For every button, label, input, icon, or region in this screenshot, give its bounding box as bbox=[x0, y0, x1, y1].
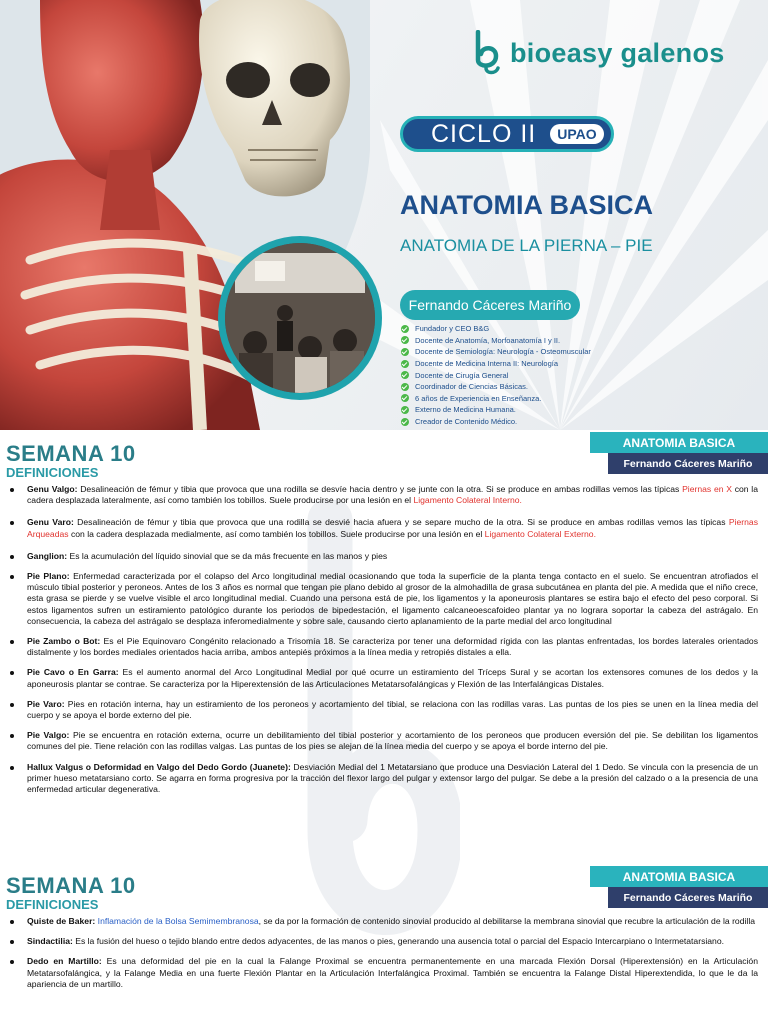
cover-subtitle: ANATOMIA DE LA PIERNA – PIE bbox=[400, 236, 653, 255]
definition-text: con la cadera desplazada medialmente, así como también los tobillos. Suele producirse por una lesión en el bbox=[68, 528, 485, 539]
definitions-list bbox=[0, 484, 768, 795]
course-tag: ANATOMIA BASICA bbox=[590, 432, 768, 453]
check-icon bbox=[401, 348, 409, 356]
upao-badge: UPAO bbox=[550, 124, 603, 144]
author-credentials bbox=[401, 323, 591, 427]
definitions-heading: DEFINICIONES bbox=[6, 897, 99, 912]
bioeasy-logo-text: bioeasy galenos bbox=[510, 37, 725, 68]
definition-text: Es la acumulación del líquido sinovial que se da más frecuente en las manos y pies bbox=[67, 550, 388, 561]
definition-text: Inflamación de la Bolsa Semimembranosa bbox=[95, 916, 259, 926]
course-tag: ANATOMIA BASICA bbox=[590, 866, 768, 887]
bioeasy-logo bbox=[472, 30, 725, 76]
definition-term: Genu Varo: bbox=[27, 517, 74, 528]
ciclo-badge bbox=[400, 116, 614, 152]
definition-item bbox=[0, 956, 768, 990]
credential-item: Docente de Semiología: Neurología - Osteomuscular bbox=[401, 346, 591, 358]
credential-item: Creador de Contenido Médico. bbox=[401, 416, 591, 428]
definition-item bbox=[0, 699, 768, 721]
definition-text: Desalineación de fémur y tibia que provoca que una rodilla se desvié hacia afuera y se separe mucho de la otra. Si se produce en ambas rodillas vemos las típicas bbox=[73, 517, 729, 528]
credential-item: Docente de Medicina Interna II: Neurología bbox=[401, 358, 591, 370]
definition-text: Es el Pie Equinovaro Congénito relacionado a Trisomía 18. Se caracteriza por tener una deformidad rígida con las plantas enfrentadas, los bordes laterales orientados distalmente y los bordes mediales orientados hacia arriba, ambos antepiés próximos a la línea media y retropiés distales a ella. bbox=[27, 636, 758, 658]
credential-item: Externo de Medicina Humana. bbox=[401, 404, 591, 416]
definitions-list bbox=[0, 916, 768, 990]
definition-text: , se da por la formación de contenido sinovial producido al debilitarse la membrana sinovial que recubre la articulación de la rodilla bbox=[258, 916, 756, 926]
definition-term: Hallux Valgus o Deformidad en Valgo del Dedo Gordo (Juanete): bbox=[27, 761, 291, 772]
definition-text: Es la fusión del hueso o tejido blando entre dedos adyacentes, de las manos o pies, generando una ausencia total o parcial del Espacio Intercarpiano o Intermetatarsiano. bbox=[72, 936, 725, 947]
definitions-heading: DEFINICIONES bbox=[6, 465, 99, 480]
definition-item bbox=[0, 916, 768, 927]
definition-text: Pie se encuentra en rotación externa, ocurre un debilitamiento del tibial posterior y acortamiento de los peroneos que producen eversión del pie. Se debilitan los ligamentos comunes del pie. Tiene relación con las rodillas valgas. Las puntas de los pies se alejan de la línea media del cuerpo y se apoya el borde interno del pie. bbox=[27, 730, 758, 752]
definition-term: Pie Zambo o Bot: bbox=[27, 636, 101, 647]
definition-text: con la cadera desplazada lateralmente, así como también los tobillos. Suele producirse por una lesión en el bbox=[27, 484, 758, 506]
definition-text: Pies en rotación interna, hay un estiramiento de los peroneos y acortamiento del tibial, se relaciona con las rodillas varas. Las puntas de los pies se unen en la línea media del cuerpo y se apoya el borde externo del pie. bbox=[27, 698, 758, 721]
credential-item: Docente de Anatomía, Morfoanatomía I y II. bbox=[401, 335, 591, 347]
definition-term: Pie Valgo: bbox=[27, 730, 70, 741]
definition-text: Enfermedad caracterizada por el colapso del Arco longitudinal medial ocasionando que toda la superficie de la planta tenga contacto en el suelo. Se encuentran atrofiados el músculo tibial posterior y peroneos. Antes de los 3 años es normal que tengan pie plano debido al grosor de la almohadilla de grasa subcutánea en planta del pie. A medida que el niño crece, esta grasa se pierde y se vuelve visible el arco longitudinal medial. Cuando una persona está de pie, los ligamentos y la aponeurosis plantares se estira bajo el efecto del peso corporal. Si estos ligamentos sufren un estiramiento patológico durante los periodos de bipedestación, el ligamento calcaneoescafoideo plantar ya no lograra soportar la cabeza del astrágalo. En consecuencia, la cabeza del astrágalo se desplaza inferomedialmente y sobre sale, causando cierto aplanamiento de la parte medial del arco longitudinal bbox=[27, 571, 758, 626]
definition-item bbox=[0, 762, 768, 796]
definition-item bbox=[0, 936, 768, 947]
definition-text: Piernas en X bbox=[682, 484, 732, 494]
author-tag: Fernando Cáceres Mariño bbox=[608, 887, 768, 908]
credential-item: Docente de Cirugía General bbox=[401, 369, 591, 381]
credential-item: Coordinador de Ciencias Básicas. bbox=[401, 381, 591, 393]
definition-item bbox=[0, 730, 768, 752]
check-icon bbox=[401, 325, 409, 333]
definition-text: Piernas Arqueadas bbox=[27, 517, 759, 539]
bioeasy-logo-icon bbox=[472, 30, 502, 76]
definition-item bbox=[0, 484, 768, 506]
definition-text: Ligamento Colateral Interno. bbox=[413, 495, 522, 506]
class-photo-frame bbox=[218, 236, 382, 400]
definition-item bbox=[0, 517, 768, 539]
author-tag: Fernando Cáceres Mariño bbox=[608, 453, 768, 474]
credential-item: 6 años de Experiencia en Enseñanza. bbox=[401, 393, 591, 405]
definition-text: Es el aumento anormal del Arco Longitudinal Medial por qué ocurre un estiramiento del Tríceps Sural y se acortan los extensores comunes de los dedos y la aponeurosis plantar se contrae. Se caracteriza por la Hiperextensión de las Articulaciones Metatarsofalángicas y Flexión de las Interfalángicas Distales. bbox=[27, 667, 758, 689]
week-heading: SEMANA 10 bbox=[6, 873, 136, 898]
definition-text: Desviación Medial del 1 Metatarsiano que produce una Desviación Lateral del 1 Dedo. Se vincula con la presencia de un primer hueso metatarsiano corto. Se agarra en forma progresiva por la tracción del flexor largo del pulgar y extensor largo del pulgar. Se debe a la presión del calzado o a la presencia de una enfermedad articular degenerativa. bbox=[27, 761, 758, 795]
definition-text: Ligamento Colateral Externo. bbox=[484, 528, 596, 539]
definition-term: Quiste de Baker: bbox=[27, 916, 96, 926]
definition-text: Desalineación de fémur y tibia que provoca que una rodilla se desvíe hacia dentro y se junte con la otra. Si se produce en ambas rodillas vemos las típicas bbox=[77, 484, 683, 494]
definition-term: Sindactilia: bbox=[27, 936, 73, 947]
definition-item bbox=[0, 667, 768, 689]
classroom-photo bbox=[225, 243, 375, 393]
definition-term: Pie Plano: bbox=[27, 571, 70, 582]
check-icon bbox=[401, 406, 409, 414]
definition-term: Genu Valgo: bbox=[27, 484, 78, 494]
credential-item: Fundador y CEO B&G bbox=[401, 323, 591, 335]
cover-banner bbox=[0, 0, 768, 430]
cover-title: ANATOMIA BASICA bbox=[400, 190, 653, 220]
ciclo-label: CICLO II bbox=[431, 119, 537, 148]
definition-term: Pie Cavo o En Garra: bbox=[27, 667, 119, 678]
definition-term: Ganglion: bbox=[27, 550, 68, 561]
check-icon bbox=[401, 418, 409, 426]
definitions-section-1 bbox=[0, 430, 768, 870]
author-badge: Fernando Cáceres Mariño bbox=[400, 290, 580, 320]
check-icon bbox=[401, 394, 409, 402]
definition-term: Pie Varo: bbox=[27, 698, 65, 709]
definitions-section-2 bbox=[0, 866, 768, 1024]
definition-item bbox=[0, 636, 768, 658]
definition-item bbox=[0, 571, 768, 627]
definition-term: Dedo en Martillo: bbox=[27, 956, 102, 967]
definition-item bbox=[0, 551, 768, 562]
check-icon bbox=[401, 371, 409, 379]
check-icon bbox=[401, 360, 409, 368]
week-heading: SEMANA 10 bbox=[6, 441, 136, 466]
check-icon bbox=[401, 336, 409, 344]
check-icon bbox=[401, 383, 409, 391]
definition-text: Es una deformidad del pie en la cual la Falange Proximal se encuentra permanentemente en una marcada Flexión Dorsal (Hiperextensión) en la Articulación Metatarsofalángica, y la Falange Media en una fuerte Flexión Plantar en la Articulación Interfalángica Proximal. También se encuentra la Falange Distal Hiperextendida, lo que le da la apariencia de un martillo. bbox=[27, 956, 758, 989]
